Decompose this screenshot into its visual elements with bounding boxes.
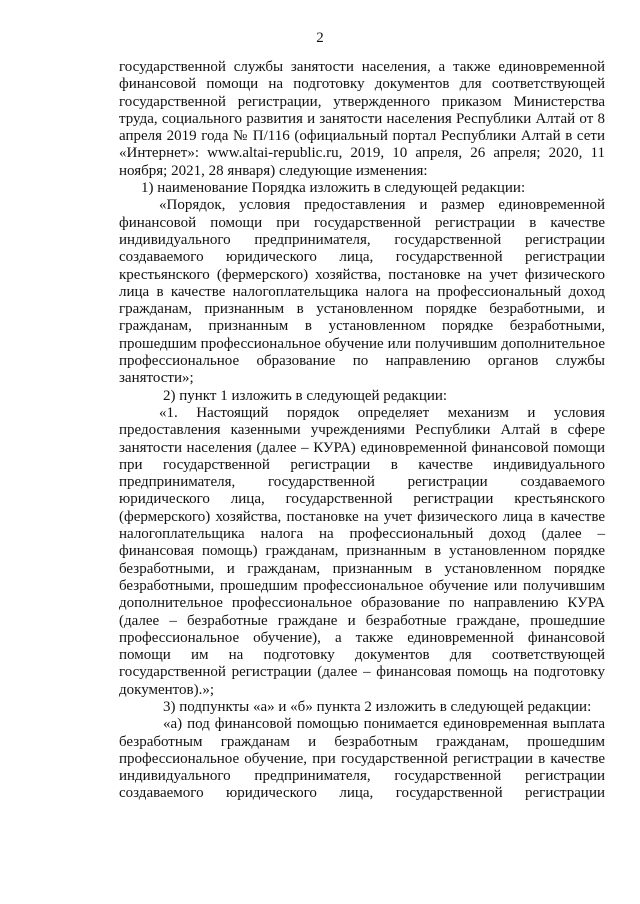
paragraph-item-1-heading: 1) наименование Порядка изложить в следующей редакции: xyxy=(141,180,526,197)
paragraph-item-2-heading: 2) пункт 1 изложить в следующей редакции: xyxy=(163,387,448,404)
paragraph-item-2-body: «1. Настоящий порядок определяет механизм и условия предоставления казенными учреждениями Республики Алтай в сфере занятости населения (далее – КУРА) единовременной финансовой помощи при государственной регистрации в качестве индивидуального предпринимателя, государственной регистрации создаваемого юридического лица, государственной регистрации крестьянского (фермерского) хозяйства, постановке на учет физического лица в качестве налогоплательщика налога на профессиональный доход (далее – финансовая помощь) гражданам, признанным в установленном порядке безработными, и гражданам, признанным в установленном порядке безработными, прошедшим профессиональное обучение или получившим дополнительное профессиональное образование по направлению КУРА (далее – безработные граждане и безработные граждане, прошедшие профессиональное обучение), а также единовременной финансовой помощи им на подготовку документов для соответствующей государственной регистрации (далее – финансовая помощь на подготовку документов).»; xyxy=(119,404,605,698)
paragraph-item-1-body: «Порядок, условия предоставления и размер единовременной финансовой помощи при государственной регистрации в качестве индивидуального предпринимателя, государственной регистрации создаваемого юридического лица, государственной регистрации крестьянского (фермерского) хозяйства, постановке на учет физического лица в качестве налогоплательщика налога на профессиональный доход гражданам, признанным в установленном порядке безработными, и гражданам, признанным в установленном порядке безработными, прошедшим профессиональное обучение или получившим дополнительное профессиональное образование по направлению органов службы занятости»; xyxy=(119,197,605,387)
paragraph-intro: государственной службы занятости населения, а также единовременной финансовой помощи на подготовку документов для соответствующей государственной регистрации, утвержденного приказом Министерства труда, социального развития и занятости населения Республики Алтай от 8 апреля 2019 года № П/116 (официальный портал Республики Алтай в сети «Интернет»: www.altai-republic.ru, 2019, 10 апреля, 26 апреля; 2020, 11 ноября; 2021, 28 января) следующие изменения: xyxy=(119,59,605,179)
paragraph-item-3-body: «а) под финансовой помощью понимается единовременная выплата безработным гражданам и безработным гражданам, прошедшим профессиональное обучение, при государственной регистрации в качестве индивидуального предпринимателя, государственной регистрации создаваемого юридического лица, государственной регистрации xyxy=(119,716,605,802)
page-number: 2 xyxy=(316,30,324,46)
document-body xyxy=(119,59,605,803)
paragraph-item-3-heading: 3) подпункты «а» и «б» пункта 2 изложить в следующей редакции: xyxy=(163,698,592,715)
